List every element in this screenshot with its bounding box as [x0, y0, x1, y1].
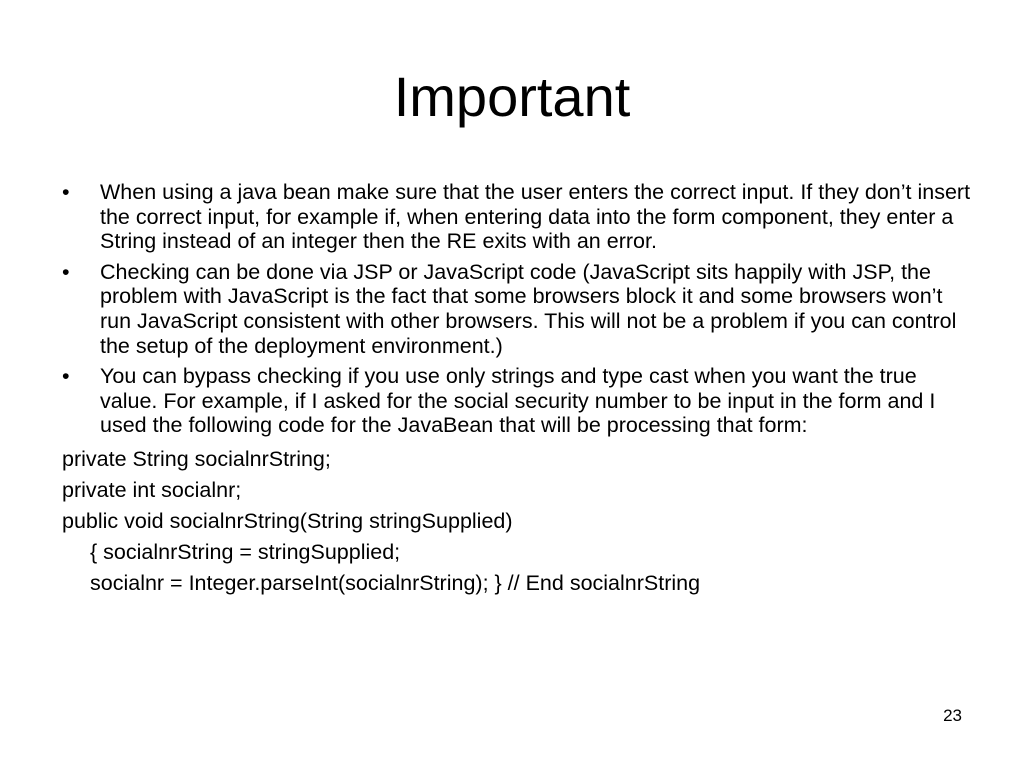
bullet-icon: •	[62, 180, 70, 204]
bullet-item	[62, 180, 972, 254]
bullet-item	[62, 260, 972, 358]
bullet-item	[62, 364, 972, 438]
code-line: socialnr = Integer.parseInt(socialnrString); } // End socialnrString	[90, 570, 701, 595]
bullet-icon: •	[62, 364, 70, 389]
code-line: { socialnrString = stringSupplied;	[90, 539, 401, 564]
code-line: private int socialnr;	[62, 477, 242, 502]
slide-body	[62, 180, 972, 599]
code-line: public void socialnrString(String stringSupplied)	[62, 508, 513, 533]
bullet-text: Checking can be done via JSP or JavaScript code (JavaScript sits happily with JSP, the problem with JavaScript is the fact that some browsers block it and some browsers won’t run JavaScript consistent with other browsers. This will not be a problem if you can control the setup of the deployment environment.)	[100, 259, 957, 358]
code-line: private String socialnrString;	[62, 446, 331, 471]
bullet-text: You can bypass checking if you use only strings and type cast when you want the true value. For example, if I asked for the social security number to be input in the form and I used the following code for the JavaBean that will be processing that form:	[100, 364, 936, 438]
bullet-icon: •	[62, 259, 70, 284]
slide-title: Important	[393, 65, 631, 128]
page-number: 23	[943, 706, 962, 725]
bullet-list	[62, 180, 972, 438]
bullet-text: When using a java bean make sure that the user enters the correct input. If they don’t insert the correct input, for example if, when entering data into the form component, they enter a String instead of an integer then the RE exits with an error.	[100, 180, 971, 254]
